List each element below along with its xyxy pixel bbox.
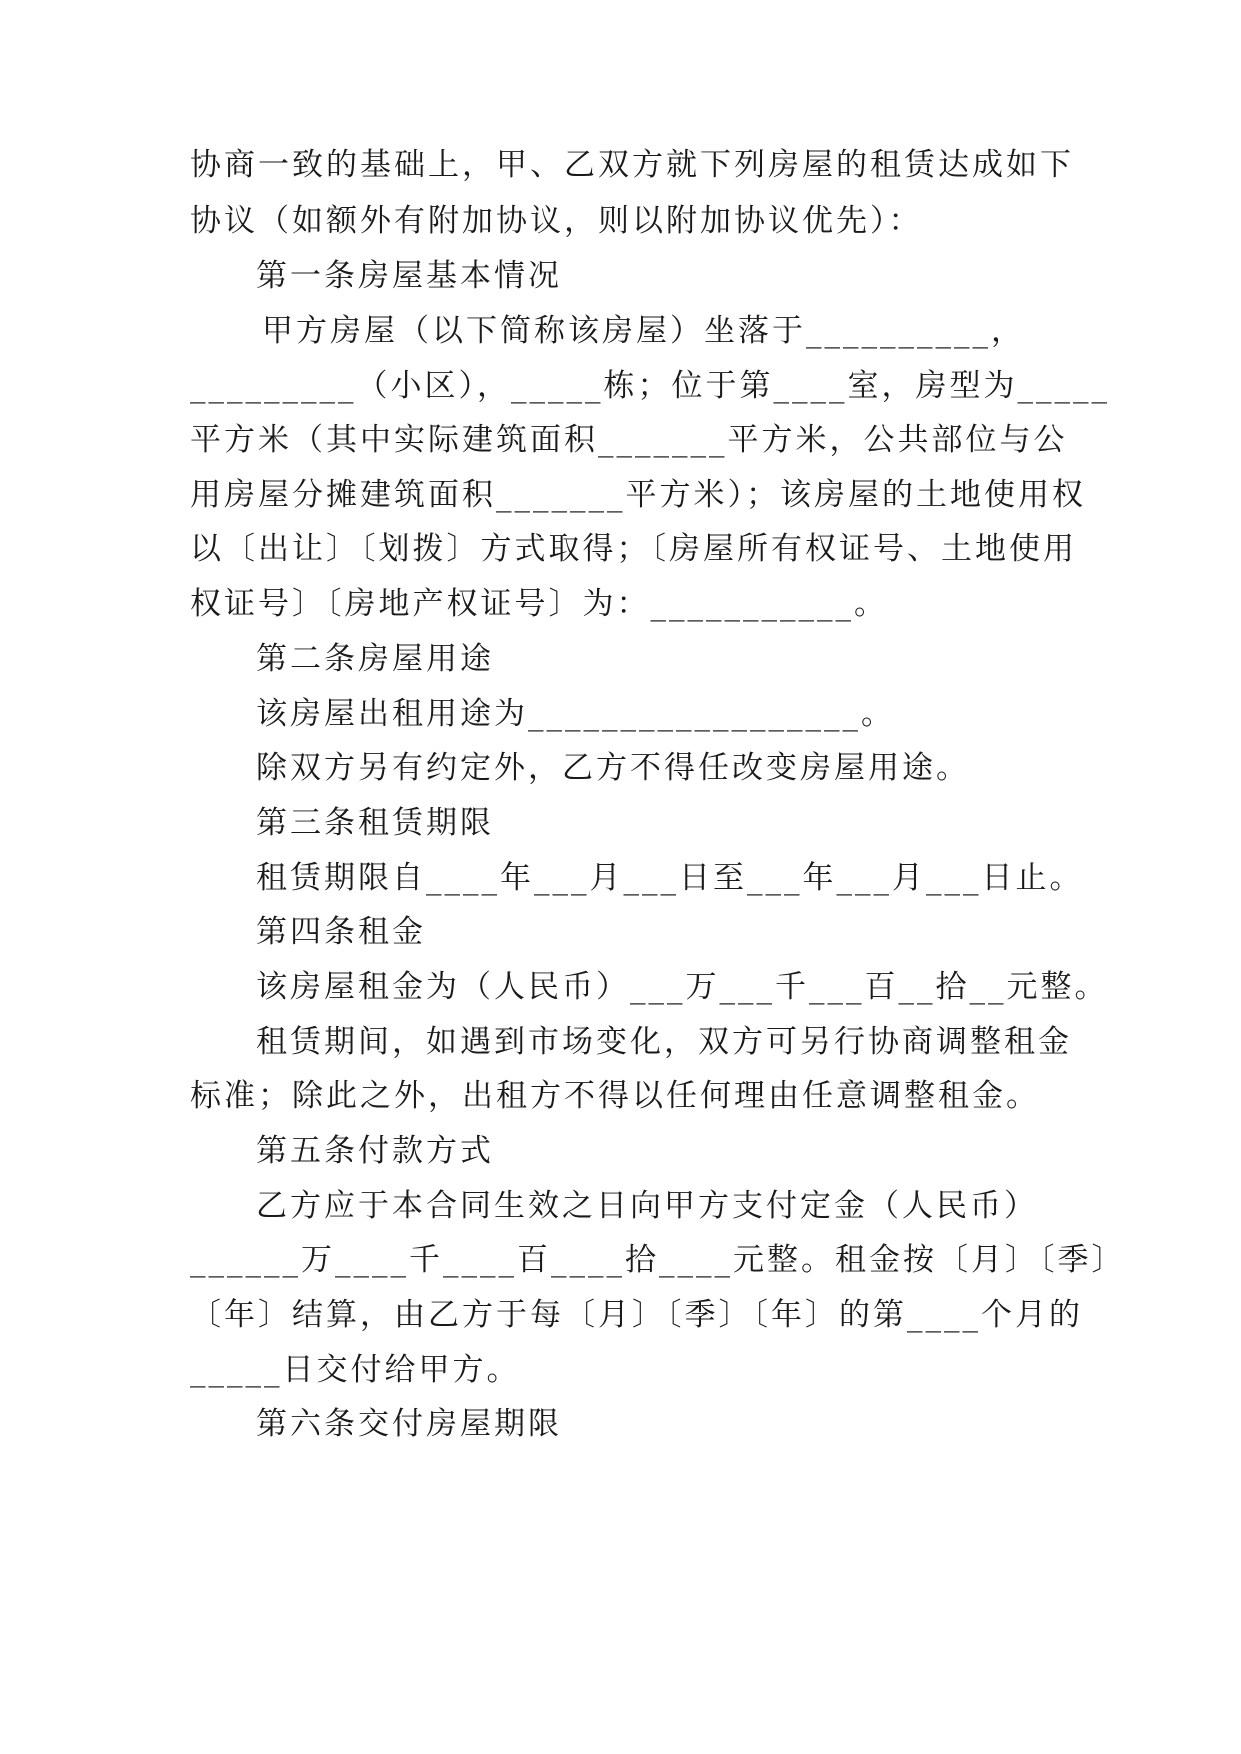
- paragraph-line: ______万____千____百____拾____元整。租金按〔月〕〔季〕: [190, 1242, 1126, 1278]
- paragraph-line: 以〔出让〕〔划拨〕方式取得；〔房屋所有权证号、土地使用: [190, 531, 1077, 567]
- paragraph-line: 甲方房屋（以下简称该房屋）坐落于__________，: [262, 313, 1025, 349]
- paragraph-line: 平方米（其中实际建筑面积_______平方米，公共部位与公: [190, 422, 1068, 458]
- article-heading: 第四条租金: [256, 914, 426, 950]
- article-heading: 第二条房屋用途: [256, 641, 494, 677]
- paragraph-line: _____日交付给甲方。: [190, 1352, 521, 1388]
- paragraph-line: 协议（如额外有附加协议，则以附加协议优先）：: [190, 203, 923, 239]
- paragraph-line: 用房屋分摊建筑面积_______平方米）；该房屋的土地使用权: [190, 477, 1086, 513]
- paragraph-line: _________（小区），_____栋；位于第____室，房型为_____: [190, 368, 1110, 404]
- article-heading: 第六条交付房屋期限: [256, 1406, 562, 1442]
- paragraph-line: 除双方另有约定外，乙方不得任改变房屋用途。: [256, 750, 970, 786]
- article-heading: 第五条付款方式: [256, 1133, 494, 1169]
- article-heading: 第一条房屋基本情况: [256, 258, 562, 294]
- paragraph-line: 〔年〕结算，由乙方于每〔月〕〔季〕〔年〕的第____个月的: [190, 1297, 1083, 1333]
- paragraph-line: 租赁期间，如遇到市场变化，双方可另行协商调整租金: [256, 1024, 1072, 1060]
- paragraph-line: 该房屋出租用途为__________________。: [256, 696, 895, 732]
- paragraph-line: 租赁期限自____年___月___日至___年___月___日止。: [256, 860, 1084, 896]
- paragraph-line: 协商一致的基础上，甲、乙双方就下列房屋的租赁达成如下: [190, 147, 1074, 183]
- paragraph-line: 乙方应于本合同生效之日向甲方支付定金（人民币）: [256, 1188, 1038, 1224]
- paragraph-line: 权证号〕〔房地产权证号〕为：___________。: [190, 586, 888, 622]
- paragraph-line: 标准；除此之外，出租方不得以任何理由任意调整租金。: [190, 1078, 1040, 1114]
- article-heading: 第三条租赁期限: [256, 805, 494, 841]
- paragraph-line: 该房屋租金为（人民币）___万___千___百__拾__元整。: [256, 969, 1109, 1005]
